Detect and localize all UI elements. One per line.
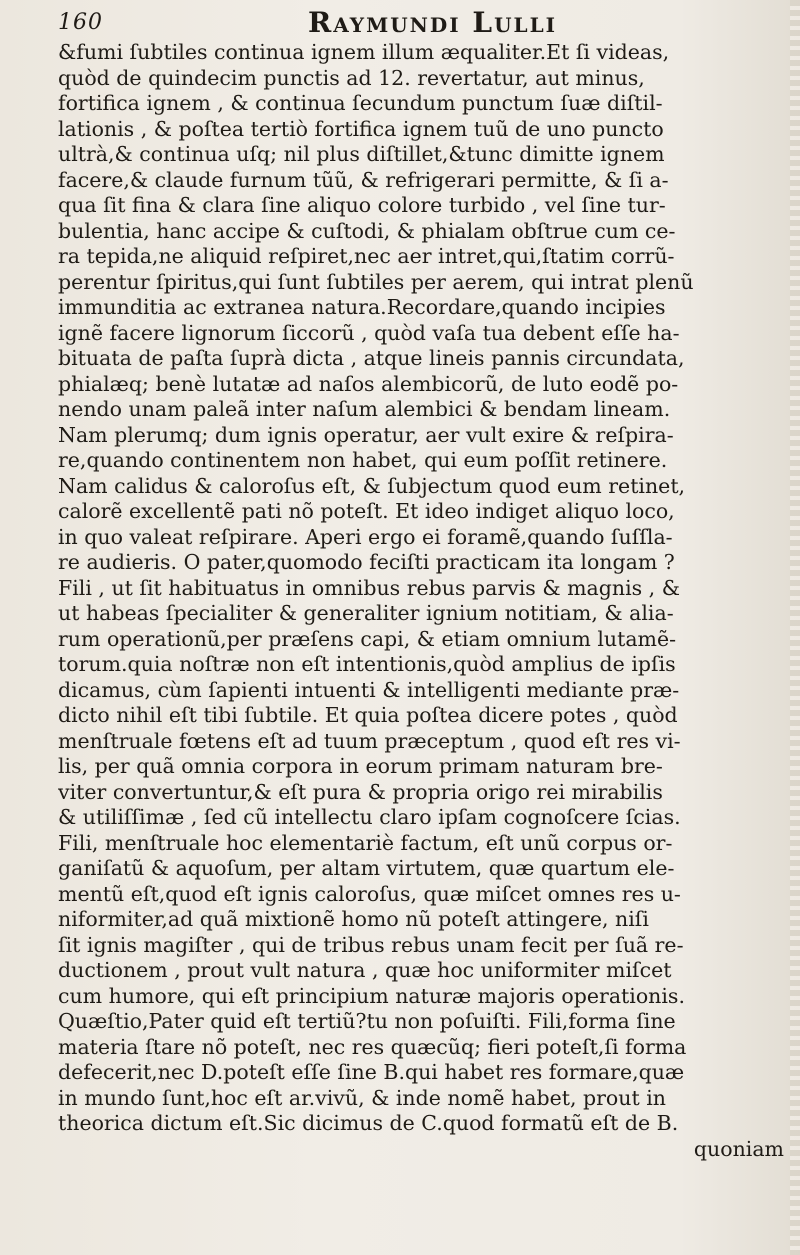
text-line: defecerit,nec D.poteſt eſſe ſine B.qui habet res formare,quæ: [58, 1060, 685, 1084]
text-line: calorẽ excellentẽ pati nõ poteſt. Et ideo indiget aliquo loco,: [58, 499, 675, 523]
page-number: 160: [58, 10, 103, 35]
text-line: theorica dictum eſt.Sic dicimus de C.quod formatũ eſt de B.: [58, 1111, 679, 1135]
text-line: & utiliſſimæ , ſed cũ intellectu claro ipſam cognoſcere ſcias.: [58, 805, 681, 829]
text-line: dicto nihil eſt tibi ſubtile. Et quia poſtea dicere potes , quòd: [58, 703, 678, 727]
text-line: re,quando continentem non habet, qui eum poſſit retinere.: [58, 448, 668, 472]
text-line: fortifica ignem , & continua ſecundum punctum ſuæ diſtil-: [58, 91, 663, 115]
text-line: ganiſatũ & aquoſum, per altam virtutem, quæ quartum ele-: [58, 856, 675, 880]
text-line: &fumi ſubtiles continua ignem illum æqualiter.Et ſi videas,: [58, 40, 670, 64]
catchword: quoniam: [693, 1136, 784, 1161]
text-line: nendo unam paleã inter naſum alembici & bendam lineam.: [58, 397, 671, 421]
text-line: lationis , & poſtea tertiò fortifica ignem tuũ de uno puncto: [58, 116, 664, 141]
text-line: bulentia, hanc accipe & cuſtodi, & phialam obſtrue cum ce-: [58, 218, 676, 243]
text-line: lis, per quã omnia corpora in eorum primam naturam bre-: [58, 754, 663, 778]
text-line: torum.quia noſtræ non eſt intentionis,quòd amplius de ipſis: [58, 652, 676, 676]
text-line: re audieris. O pater,quomodo feciſti practicam ita longam ?: [58, 550, 675, 574]
text-line: viter convertuntur,& eſt pura & propria origo rei mirabilis: [58, 779, 663, 804]
text-line: ra tepida,ne aliquid reſpiret,nec aer intret,qui,ſtatim corrũ-: [58, 244, 675, 268]
text-line: qua ſit fina & clara ſine aliquo colore turbido , vel ſine tur-: [58, 193, 666, 217]
text-line: perentur ſpiritus,qui ſunt ſubtiles per aerem, qui intrat plenũ: [58, 269, 694, 294]
text-line: Nam plerumq; dum ignis operatur, aer vult exire & reſpira-: [58, 422, 674, 447]
text-line: facere,& claude furnum tũũ, & refrigerari permitte, & ſi a-: [58, 167, 669, 192]
text-line: rum operationũ,per præſens capi, & etiam omnium lutamẽ-: [58, 626, 677, 651]
text-line: mentũ eſt,quod eſt ignis caloroſus, quæ miſcet omnes res u-: [58, 881, 681, 906]
text-line: cum humore, qui eſt principium naturæ majoris operationis.: [58, 983, 685, 1008]
text-line: dicamus, cùm ſapienti intuenti & intelligenti mediante præ-: [58, 677, 680, 702]
text-line: phialæq; benè lutatæ ad naſos alembicorũ, de luto eodẽ po-: [58, 371, 679, 396]
body-text: [58, 40, 790, 1162]
text-line: ignẽ facere lignorum ſiccorũ , quòd vaſa tua debent eſſe ha-: [58, 320, 680, 345]
text-line: niformiter,ad quã mixtionẽ homo nũ poteſt attingere, niſi: [58, 907, 649, 931]
text-line: ductionem , prout vult natura , quæ hoc uniformiter miſcet: [58, 958, 672, 982]
text-line: menſtruale fœtens eſt ad tuum præceptum , quod eſt res vi-: [58, 728, 681, 753]
text-line: in quo valeat reſpirare. Aperi ergo ei foramẽ,quando ſuſſla-: [58, 524, 673, 549]
text-line: immunditia ac extranea natura.Recordare,quando incipies: [58, 295, 666, 319]
page-edge: [790, 0, 800, 1255]
text-line: Fili , ut ſit habituatus in omnibus rebus parvis & magnis , &: [58, 575, 680, 600]
page-header: [58, 6, 778, 38]
text-line: Fili, menſtruale hoc elementariè factum, eſt unũ corpus or-: [58, 830, 673, 855]
text-line: ut habeas ſpecialiter & generaliter ignium notitiam, & alia-: [58, 601, 674, 625]
text-line: ſit ignis magiſter , qui de tribus rebus unam fecit per ſuã re-: [58, 932, 684, 957]
running-head: Raymundi Lulli: [308, 6, 557, 39]
text-line: ultrà,& continua uſq; nil plus diſtillet,&tunc dimitte ignem: [58, 142, 665, 166]
text-line: Nam calidus & caloroſus eſt, & ſubjectum quod eum retinet,: [58, 473, 686, 498]
text-line: quòd de quindecim punctis ad 12. revertatur, aut minus,: [58, 65, 645, 90]
text-line: in mundo ſunt,hoc eſt ar.vivũ, & inde nomẽ habet, prout in: [58, 1085, 666, 1110]
text-line: Quæſtio,Pater quid eſt tertiũ?tu non poſuiſti. Fili,forma ſine: [58, 1009, 676, 1033]
text-line: materia ſtare nõ poteſt, nec res quæcũq; fieri poteſt,ſi forma: [58, 1034, 687, 1059]
text-line: bituata de paſta ſuprà dicta , atque lineis pannis circundata,: [58, 346, 685, 370]
